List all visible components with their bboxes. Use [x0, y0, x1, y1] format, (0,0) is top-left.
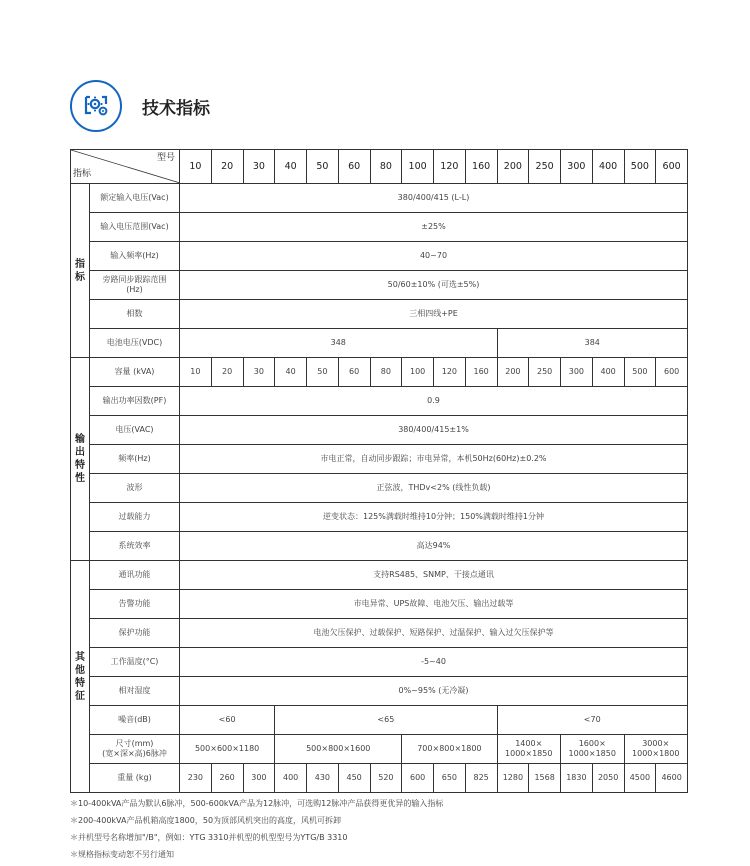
weight-cell: 450 — [338, 764, 370, 793]
row-label: 告警功能 — [90, 590, 180, 619]
weight-cell: 650 — [434, 764, 466, 793]
row-value: 348 — [180, 329, 498, 358]
row-value: 3000× 1000×1800 — [624, 735, 688, 764]
weight-cell: 4600 — [656, 764, 688, 793]
capacity-cell: 250 — [529, 358, 561, 387]
row-label: 过载能力 — [90, 503, 180, 532]
table-row — [71, 445, 688, 474]
capacity-cell: 40 — [275, 358, 307, 387]
row-value: 380/400/415 (L-L) — [180, 184, 688, 213]
capacity-cell: 500 — [624, 358, 656, 387]
page-title: 技术指标 — [142, 98, 210, 119]
table-row — [71, 503, 688, 532]
weight-cell: 430 — [307, 764, 339, 793]
row-value: 384 — [497, 329, 688, 358]
model-header: 100 — [402, 150, 434, 184]
row-label: 电压(VAC) — [90, 416, 180, 445]
row-value: 500×800×1600 — [275, 735, 402, 764]
weight-cell: 1568 — [529, 764, 561, 793]
capacity-cell: 50 — [307, 358, 339, 387]
model-header: 400 — [592, 150, 624, 184]
capacity-cell: 100 — [402, 358, 434, 387]
row-label: 额定输入电压(Vac) — [90, 184, 180, 213]
model-header: 200 — [497, 150, 529, 184]
capacity-cell: 60 — [338, 358, 370, 387]
model-header: 80 — [370, 150, 402, 184]
row-label: 噪音(dB) — [90, 706, 180, 735]
footnote: ＊规格指标变动恕不另行通知 — [70, 850, 174, 859]
table-row — [71, 387, 688, 416]
row-label: 相数 — [90, 300, 180, 329]
row-label: 工作温度(°C) — [90, 648, 180, 677]
row-value: 380/400/415±1% — [180, 416, 688, 445]
row-label: 通讯功能 — [90, 561, 180, 590]
model-header: 10 — [180, 150, 212, 184]
table-row — [71, 532, 688, 561]
row-value: 1400× 1000×1850 — [497, 735, 561, 764]
capacity-cell: 200 — [497, 358, 529, 387]
row-value: 支持RS485、SNMP、干接点通讯 — [180, 561, 688, 590]
row-value: 高达94% — [180, 532, 688, 561]
capacity-cell: 400 — [592, 358, 624, 387]
table-row — [71, 677, 688, 706]
row-label: 输入电压范围(Vac) — [90, 213, 180, 242]
table-row — [71, 416, 688, 445]
row-value: <60 — [180, 706, 275, 735]
row-value: 40~70 — [180, 242, 688, 271]
category-input: 指 标 — [71, 184, 90, 358]
table-row — [71, 242, 688, 271]
row-label: 输出功率因数(PF) — [90, 387, 180, 416]
model-header: 30 — [243, 150, 275, 184]
weight-cell: 230 — [180, 764, 212, 793]
category-output: 输 出 特 性 — [71, 358, 90, 561]
model-header: 20 — [211, 150, 243, 184]
capacity-cell: 30 — [243, 358, 275, 387]
table-row — [71, 590, 688, 619]
model-header: 40 — [275, 150, 307, 184]
table-header-row — [71, 150, 688, 184]
table-row — [71, 184, 688, 213]
weight-cell: 260 — [211, 764, 243, 793]
model-header: 600 — [656, 150, 688, 184]
capacity-cell: 160 — [465, 358, 497, 387]
table-row — [71, 300, 688, 329]
model-header: 160 — [465, 150, 497, 184]
row-value: 700×800×1800 — [402, 735, 497, 764]
capacity-cell: 10 — [180, 358, 212, 387]
model-header: 120 — [434, 150, 466, 184]
row-label: 重量 (kg) — [90, 764, 180, 793]
row-label: 旁路同步跟踪范围 (Hz) — [90, 271, 180, 300]
row-value: 500×600×1180 — [180, 735, 275, 764]
capacity-cell: 300 — [561, 358, 593, 387]
model-header: 250 — [529, 150, 561, 184]
row-label: 电池电压(VDC) — [90, 329, 180, 358]
row-value: 0%~95% (无冷凝) — [180, 677, 688, 706]
model-header: 300 — [561, 150, 593, 184]
row-value: ±25% — [180, 213, 688, 242]
row-value: 1600× 1000×1850 — [561, 735, 625, 764]
table-row — [71, 619, 688, 648]
row-label: 相对湿度 — [90, 677, 180, 706]
table-row — [71, 213, 688, 242]
row-value: 正弦波，THDv<2% (线性负载) — [180, 474, 688, 503]
corner-label-model: 型号 — [156, 153, 175, 163]
row-value: 三相四线+PE — [180, 300, 688, 329]
capacity-cell: 600 — [656, 358, 688, 387]
row-label: 频率(Hz) — [90, 445, 180, 474]
weight-cell: 400 — [275, 764, 307, 793]
weight-cell: 300 — [243, 764, 275, 793]
capacity-cell: 80 — [370, 358, 402, 387]
row-label: 保护功能 — [90, 619, 180, 648]
table-row — [71, 764, 688, 793]
model-header: 500 — [624, 150, 656, 184]
row-value: 逆变状态：125%满载时维持10分钟；150%满载时维持1分钟 — [180, 503, 688, 532]
spec-table — [70, 149, 688, 793]
row-value: -5~40 — [180, 648, 688, 677]
weight-cell: 2050 — [592, 764, 624, 793]
table-row — [71, 358, 688, 387]
table-row — [71, 648, 688, 677]
weight-cell: 600 — [402, 764, 434, 793]
weight-cell: 1280 — [497, 764, 529, 793]
weight-cell: 520 — [370, 764, 402, 793]
table-row — [71, 706, 688, 735]
section-header — [70, 80, 210, 132]
footnote: ＊10-400kVA产品为默认6脉冲，500-600kVA产品为12脉冲，可选购12脉冲产品获得更优异的输入指标 — [70, 799, 444, 808]
weight-cell: 4500 — [624, 764, 656, 793]
footnote: ＊并机型号名称增加"/B"，例如：YTG 3310并机型的机型型号为YTG/B 3310 — [70, 833, 348, 842]
weight-cell: 825 — [465, 764, 497, 793]
row-value: <70 — [497, 706, 688, 735]
capacity-cell: 120 — [434, 358, 466, 387]
model-header: 50 — [307, 150, 339, 184]
capacity-cell: 20 — [211, 358, 243, 387]
footnote: ＊200-400kVA产品机箱高度1800，50为顶部风机突出的高度，风机可拆卸 — [70, 816, 342, 825]
weight-cell: 1830 — [561, 764, 593, 793]
footnotes — [70, 795, 443, 863]
table-corner-cell — [71, 150, 180, 184]
table-row — [71, 271, 688, 300]
corner-label-spec: 指标 — [73, 168, 92, 179]
row-value: <65 — [275, 706, 497, 735]
table-row — [71, 735, 688, 764]
row-value: 电池欠压保护、过载保护、短路保护、过温保护、输入过欠压保护等 — [180, 619, 688, 648]
model-header: 60 — [338, 150, 370, 184]
row-label: 容量 (kVA) — [90, 358, 180, 387]
table-row — [71, 474, 688, 503]
row-label: 输入频率(Hz) — [90, 242, 180, 271]
category-other: 其 他 特 征 — [71, 561, 90, 793]
table-row — [71, 561, 688, 590]
row-value: 市电正常，自动同步跟踪；市电异常，本机50Hz(60Hz)±0.2% — [180, 445, 688, 474]
row-label: 尺寸(mm) (宽×深×高)6脉冲 — [90, 735, 180, 764]
row-value: 0.9 — [180, 387, 688, 416]
row-value: 市电异常、UPS故障、电池欠压、输出过载等 — [180, 590, 688, 619]
row-value: 50/60±10% (可选±5%) — [180, 271, 688, 300]
gear-settings-icon — [70, 80, 122, 132]
table-row — [71, 329, 688, 358]
row-label: 波形 — [90, 474, 180, 503]
row-label: 系统效率 — [90, 532, 180, 561]
